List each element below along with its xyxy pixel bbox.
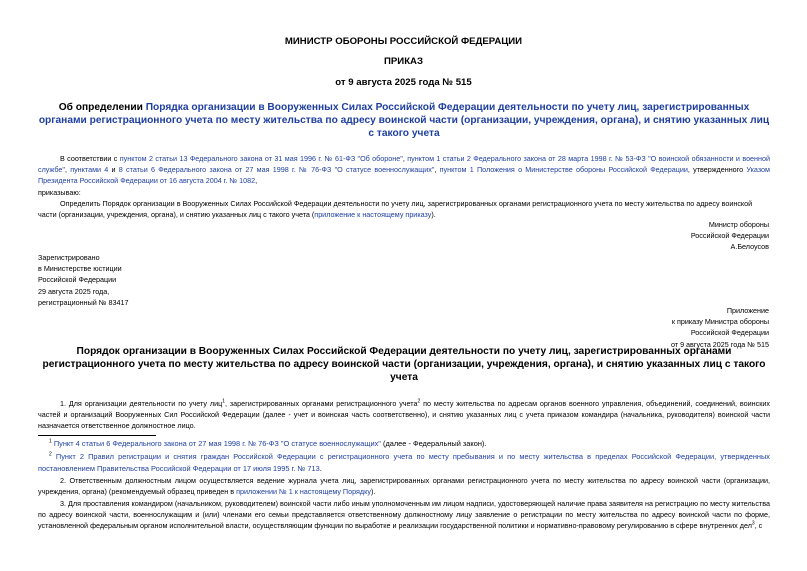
item-text: по месту жительства по адресам органов военного управления, объединений, соединений, воинских частей и организаций Вооруженных Сил Российской Федерации (далее - учет и воинская часть соответственно), и снятию указанных лиц с учета приказом командира (начальника, руководителя) воинской части назначается ответственное должностное лицо. xyxy=(38,399,770,431)
ministry-title: МИНИСТР ОБОРОНЫ РОССИЙСКОЙ ФЕДЕРАЦИИ xyxy=(284,36,523,47)
appendix-date: от 9 августа 2025 года № 515 xyxy=(670,339,769,349)
order-subject xyxy=(38,101,770,140)
preamble-text: , утвержденного xyxy=(687,165,747,175)
footnote-text: (далее - Федеральный закон). xyxy=(380,439,487,448)
item-text: , зарегистрированных органами регистрационного учета xyxy=(225,399,418,408)
item-1 xyxy=(38,398,770,432)
subject-prefix: Об определении xyxy=(58,102,146,113)
item-3 xyxy=(38,498,770,532)
appendix-title: Порядок организации в Вооруженных Силах Российской Федерации деятельности по учету лиц, зарегистрированных органами регистрационного учета по месту жительства по адресу воинской части (организации, учреждения, органа), и снятию указанных лиц с такого учета xyxy=(42,346,766,383)
appendix-block xyxy=(671,305,769,350)
signature-position: Министр обороны xyxy=(708,220,769,229)
regulation-link[interactable]: пунктом 1 Положения о Министерстве обороны Российской Федерации xyxy=(439,165,688,175)
footnote-mark: 2 xyxy=(49,451,52,458)
registration-line: Зарегистрировано xyxy=(38,253,100,262)
decision-paragraph xyxy=(38,198,770,220)
preamble-text: , xyxy=(402,154,408,163)
law-link-military-duty[interactable]: пунктом 1 статьи 2 Федерального закона от 28 марта 1998 г. № 53-ФЗ "О воинской обязанности и военной службе" xyxy=(38,154,771,175)
registration-line: Российской Федерации xyxy=(38,275,117,285)
appendix-label: Приложение xyxy=(726,306,769,315)
signature-country: Российской Федерации xyxy=(690,231,769,241)
signature-name: А.Белоусов xyxy=(730,242,769,252)
preamble-text: , xyxy=(434,165,440,175)
item-2 xyxy=(38,475,770,497)
item-end: ). xyxy=(370,487,376,497)
preamble-text: , xyxy=(255,176,258,186)
footnote-ref-3[interactable]: 3 xyxy=(751,521,755,528)
footnote-2 xyxy=(38,451,770,474)
footnote-1-link[interactable]: Пункт 4 статьи 6 Федерального закона от 27 мая 1998 г. № 76-ФЗ "О статусе военнослужащих" xyxy=(53,439,381,448)
footnote-mark: 1 xyxy=(49,438,52,445)
item-text: 3. Для проставления командиром (начальником, руководителем) воинской части либо иным уполномоченным им лицом надписи, удостоверяющей наличие права заявителя на регистрацию по месту жительства по адресу воинской части, военнослужащим и (или) членами его семьи представляется ответственному должностному лицу заявление о регистрации по месту жительства по адресу воинской части по форме, установленной федеральным органом исполнительной власти, осуществляющим функции по выработке и реализации государственной политики и нормативно-правовому регулированию в сфере внутренних дел xyxy=(38,499,770,531)
appendix-1-link[interactable]: приложении № 1 к настоящему Порядку xyxy=(236,487,371,497)
signature-block xyxy=(691,219,769,253)
item-end: , с xyxy=(754,521,763,531)
preamble-text: , xyxy=(64,165,71,175)
doc-date-number: от 9 августа 2025 года № 515 xyxy=(335,77,472,88)
registration-date: 29 августа 2025 года, xyxy=(38,286,110,296)
law-link-status[interactable]: 8 статьи 6 Федерального закона от 27 мая 1998 г. № 76-ФЗ "О статусе военнослужащих" xyxy=(118,165,435,175)
appendix-line: Российской Федерации xyxy=(690,328,769,338)
footnote-ref-1[interactable]: 1 xyxy=(222,398,226,405)
doc-type: ПРИКАЗ xyxy=(384,56,423,67)
subject-link[interactable]: Порядка организации в Вооруженных Силах Российской Федерации деятельности по учету лиц, зарегистрированных органами регистрационного учета по месту жительства по адресу воинской части (организации, учреждения, органа), и снятию указанных лиц с такого учета xyxy=(38,102,770,139)
footnote-divider xyxy=(38,435,156,436)
preamble-text: В соответствии с xyxy=(60,154,120,163)
registration-line: в Министерстве юстиции xyxy=(38,264,122,274)
item-text: 1. Для организации деятельности по учету лиц xyxy=(60,399,223,408)
registration-block xyxy=(38,252,128,308)
preamble xyxy=(38,153,770,187)
footnote-end: . xyxy=(319,463,322,473)
registration-number: регистрационный № 83417 xyxy=(38,297,129,307)
footnote-1 xyxy=(38,438,770,450)
appendix-line: к приказу Министра обороны xyxy=(671,317,769,327)
appendix-link[interactable]: приложение к настоящему приказу xyxy=(314,210,432,220)
law-link-points-4[interactable]: пунктами 4 xyxy=(70,165,109,175)
item-text: 2. Ответственным должностным лицом осуществляется ведение журнала учета лиц, зарегистрированных органами регистрационного учета по месту жительства по адресу воинской части (организации, учреждения, органа) (рекомендуемый образец приведен в xyxy=(38,476,770,497)
decision-text: Определить Порядок организации в Вооруженных Силах Российской Федерации деятельности по учету лиц, зарегистрированных органами регистрационного учета по месту жительства по адресу воинской части (организации, учреждения, органа), и снятию указанных лиц с такого учета ( xyxy=(38,199,753,220)
preamble-text: и xyxy=(108,165,119,175)
decree-link[interactable]: Указом Президента Российской Федерации от 16 августа 2004 г. № 1082 xyxy=(38,165,770,186)
law-link-defense[interactable]: пунктом 2 статьи 13 Федерального закона от 31 мая 1996 г. № 61-ФЗ "Об обороне" xyxy=(119,154,403,163)
footnote-ref-2[interactable]: 2 xyxy=(417,398,421,405)
decision-end: ). xyxy=(431,210,436,220)
order-word: приказываю: xyxy=(38,188,81,197)
footnote-2-link[interactable]: Пункт 2 Правил регистрации и снятия граждан Российской Федерации с регистрационного учета по месту пребывания и по месту жительства в пределах Российской Федерации, утвержденных постановлением Правительства Российской Федерации от 17 июля 1995 г. № 713 xyxy=(38,452,770,473)
